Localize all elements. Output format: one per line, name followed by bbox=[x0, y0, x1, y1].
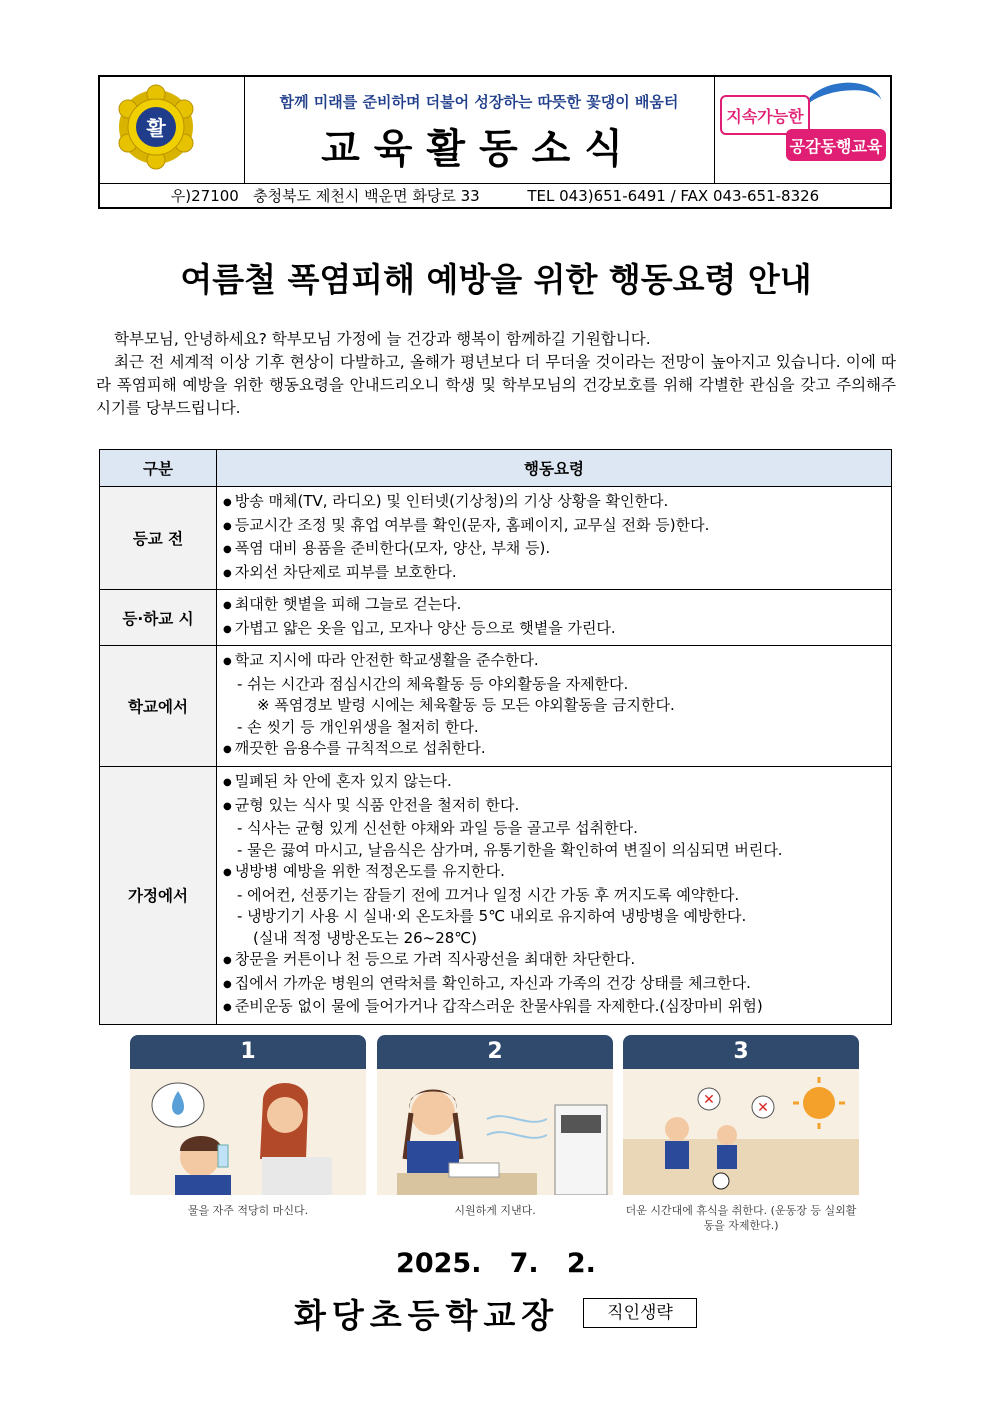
intro-text bbox=[96, 328, 896, 420]
guide-cell bbox=[217, 487, 892, 590]
category-cell: 등교 전 bbox=[100, 487, 217, 590]
issue-date: 2025. 7. 2. bbox=[396, 1248, 596, 1279]
campaign-badge-top: 지속가능한 bbox=[720, 95, 810, 135]
school-emblem-icon bbox=[100, 77, 244, 183]
table-row bbox=[100, 590, 892, 646]
guide-table bbox=[99, 449, 892, 1025]
list-item: (실내 적정 냉방온도는 26~28℃) bbox=[253, 928, 478, 947]
list-item: - 쉬는 시간과 점심시간의 체육활동 등 야외활동을 자제한다. bbox=[237, 674, 629, 693]
illustration-caption: 더운 시간대에 휴식을 취한다. (운동장 등 실외활동을 자제한다.) bbox=[625, 1204, 857, 1232]
svg-text:✕: ✕ bbox=[757, 1100, 769, 1116]
svg-text:활: 활 bbox=[146, 116, 166, 140]
page-title: 여름철 폭염피해 예방을 위한 행동요령 안내 bbox=[180, 260, 812, 299]
rest-in-heat-illustration bbox=[623, 1069, 859, 1195]
category-cell: 가정에서 bbox=[100, 767, 217, 1025]
list-item: ● 냉방병 예방을 위한 적정온도를 유지한다. bbox=[223, 861, 885, 885]
table-row bbox=[100, 646, 892, 767]
table-header-row bbox=[100, 450, 892, 487]
illustration-caption: 물을 자주 적당히 마신다. bbox=[187, 1204, 309, 1217]
drinking-water-illustration bbox=[130, 1069, 366, 1195]
list-item: ● 등교시간 조정 및 휴업 여부를 확인(문자, 홈페이지, 교무실 전화 등)한다. bbox=[223, 515, 885, 539]
list-item: - 식사는 균형 있게 신선한 야채와 과일 등을 골고루 섭취한다. bbox=[237, 819, 638, 837]
column-header-guide: 행동요령 bbox=[217, 450, 892, 487]
list-item: ● 창문을 커튼이나 천 등으로 가려 직사광선을 최대한 차단한다. bbox=[223, 949, 885, 973]
list-item: - 손 씻기 등 개인위생을 철저히 한다. bbox=[237, 717, 479, 736]
seal-omitted-box: 직인생략 bbox=[583, 1298, 697, 1328]
principal-signature: 화당초등학교장 bbox=[294, 1296, 560, 1335]
list-item: ● 방송 매체(TV, 라디오) 및 인터넷(기상청)의 기상 상황을 확인한다. bbox=[223, 491, 885, 515]
staying-cool-illustration bbox=[377, 1069, 613, 1195]
list-item: - 냉방기기 사용 시 실내·외 온도차를 5℃ 내외로 유지하여 냉방병을 예방한다. bbox=[237, 907, 747, 925]
illustration-panel bbox=[377, 1035, 613, 1235]
list-item: ● 학교 지시에 따라 안전한 학교생활을 준수한다. bbox=[223, 650, 885, 674]
swoosh-icon bbox=[801, 78, 885, 136]
guide-cell bbox=[217, 646, 892, 767]
list-item: ● 폭염 대비 용품을 준비한다(모자, 양산, 부채 등). bbox=[223, 538, 885, 562]
list-item: ● 준비운동 없이 물에 들어가거나 갑작스러운 찬물샤워를 자제한다.(심장마비 위험) bbox=[223, 996, 885, 1020]
list-item: ● 균형 있는 식사 및 식품 안전을 철저히 한다. bbox=[223, 795, 885, 819]
newsletter-title: 교육활동소식 bbox=[321, 126, 637, 172]
column-header-category: 구분 bbox=[100, 450, 217, 487]
campaign-logo bbox=[714, 77, 892, 183]
illustration-panel bbox=[130, 1035, 366, 1235]
list-item: ● 깨끗한 음용수를 규칙적으로 섭취한다. bbox=[223, 738, 885, 762]
newsletter-header bbox=[98, 75, 892, 209]
illustration-caption: 시원하게 지낸다. bbox=[454, 1204, 536, 1217]
list-item: ※ 폭염경보 발령 시에는 체육활동 등 모든 야외활동을 금지한다. bbox=[257, 696, 675, 715]
table-row bbox=[100, 487, 892, 590]
illustration-number: 3 bbox=[623, 1035, 859, 1069]
intro-body: 최근 전 세계적 이상 기후 현상이 다발하고, 올해가 평년보다 더 무더울 것이라는 전망이 높아지고 있습니다. 이에 따라 폭염피해 예방을 위한 행동요령을 안내드리오니 학생 및 학부모님의 건강보호를 위해 각별한 관심을 갖고 주의해주시기를 당부드립니다. bbox=[96, 353, 896, 417]
illustration-number: 2 bbox=[377, 1035, 613, 1069]
logo-cell bbox=[100, 77, 245, 183]
list-item: ● 자외선 차단제로 피부를 보호한다. bbox=[223, 562, 885, 586]
list-item: ● 최대한 햇볕을 피해 그늘로 걷는다. bbox=[223, 594, 885, 618]
guide-cell bbox=[217, 767, 892, 1025]
campaign-badge-bottom: 공감동행교육 bbox=[786, 129, 886, 161]
list-item: ● 가볍고 얇은 옷을 입고, 모자나 양산 등으로 햇볕을 가린다. bbox=[223, 618, 885, 642]
table-row bbox=[100, 767, 892, 1025]
intro-greeting: 학부모님, 안녕하세요? 학부모님 가정에 늘 건강과 행복이 함께하길 기원합니다. bbox=[114, 330, 651, 348]
header-center bbox=[244, 77, 715, 183]
list-item: ● 밀폐된 차 안에 혼자 있지 않는다. bbox=[223, 771, 885, 795]
illustration-number: 1 bbox=[130, 1035, 366, 1069]
illustration-panel bbox=[623, 1035, 859, 1235]
list-item: - 에어컨, 선풍기는 잠들기 전에 끄거나 일정 시간 가동 후 꺼지도록 예약한다. bbox=[237, 885, 740, 904]
school-address: 우)27100 충청북도 제천시 백운면 화당로 33 TEL 043)651-6491 / FAX 043-651-8326 bbox=[100, 183, 890, 208]
list-item: ● 집에서 가까운 병원의 연락처를 확인하고, 자신과 가족의 건강 상태를 체크한다. bbox=[223, 973, 885, 997]
school-motto: 함께 미래를 준비하며 더불어 성장하는 따뜻한 꽃댕이 배움터 bbox=[279, 93, 679, 111]
svg-text:✕: ✕ bbox=[703, 1092, 715, 1108]
category-cell: 학교에서 bbox=[100, 646, 217, 767]
list-item: - 물은 끓여 마시고, 날음식은 삼가며, 유통기한을 확인하여 변질이 의심되면 버린다. bbox=[237, 840, 783, 859]
guide-cell bbox=[217, 590, 892, 646]
category-cell: 등·하교 시 bbox=[100, 590, 217, 646]
